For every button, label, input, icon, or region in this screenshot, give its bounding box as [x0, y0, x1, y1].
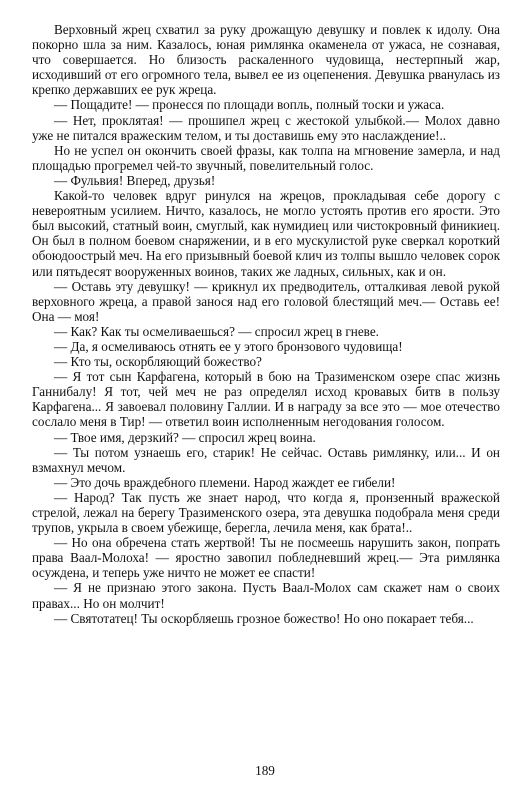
paragraph: — Я тот сын Карфагена, который в бою на Тразименском озере спас жизнь Ганнибалу! Я тот, чей меч не раз определял исход кровавых битв в пользу Карфагена... Я завоевал половину Галлии. И в награду за все это — мое отечество сослало меня в Тир! — ответил воин исполненным негодования голосом.	[32, 369, 500, 430]
paragraph: — Оставь эту девушку! — крикнул их предводитель, отталкивая левой рукой верховного жреца, а правой занося над его головой блестящий меч.— Оставь ее! Она — моя!	[32, 278, 500, 324]
paragraph: — Да, я осмеливаюсь отнять ее у этого бронзового чудовища!	[54, 338, 403, 354]
paragraph: — Я не признаю этого закона. Пусть Ваал-Молох сам скажет нам о своих правах... Но он молчит!	[32, 580, 500, 611]
paragraph: — Кто ты, оскорбляющий божество?	[54, 354, 262, 370]
paragraph: — Народ? Так пусть же знает народ, что когда я, пронзенный вражеской стрелой, лежал на берегу Тразименского озера, эта девушка подобрала меня среди трупов, укрыла в своем убежище, берегла, лечила меня, как брата!..	[32, 489, 500, 536]
paragraph: — Пощадите! — пронесся по площади вопль, полный тоски и ужаса.	[54, 97, 445, 113]
paragraph: Какой-то человек вдруг ринулся на жрецов, прокладывая себе дорогу с невероятным усилием. Ничто, казалось, не могло устоять против его ярости. Это был высокий, статный воин, смуглый, как нумидиец или чистокровный финикиец. Он был в полном боевом снаряжении, и в его мускулистой руке сверкал короткий обоюдоострый меч. На его призывный боевой клич из толпы вышло человек сорок или пятьдесят вооруженных воинов, таких же ладных, сильных, как и он.	[32, 188, 500, 279]
paragraph: — Это дочь враждебного племени. Народ жаждет ее гибели!	[54, 474, 396, 490]
paragraph: — Святотатец! Ты оскорбляешь грозное божество! Но оно покарает тебя...	[54, 610, 474, 626]
paragraph: — Твое имя, дерзкий? — спросил жрец воина.	[54, 429, 316, 445]
paragraph: — Нет, проклятая! — прошипел жрец с жестокой улыбкой.— Молох давно уже не питался вражеским телом, и ты доставишь ему это наслаждение!..	[32, 112, 500, 143]
page-text	[32, 22, 500, 626]
paragraph: Но не успел он окончить своей фразы, как толпа на мгновение замерла, и над площадью прогремел чей-то звучный, повелительный голос.	[32, 142, 500, 173]
paragraph: — Как? Как ты осмеливаешься? — спросил жрец в гневе.	[54, 323, 379, 339]
paragraph: Верховный жрец схватил за руку дрожащую девушку и повлек к идолу. Она покорно шла за ним. Казалось, юная римлянка окаменела от ужаса, не сознавая, что совершается. Но близость раскаленного чудовища, нестерпный жар, исходивший от его огромного тела, вывел ее из оцепенения. Девушка рванулась из крепко державших ее рук жреца.	[32, 22, 500, 98]
paragraph: — Ты потом узнаешь его, старик! Не сейчас. Оставь римлянку, или... И он взмахнул мечом.	[32, 444, 500, 475]
page-number: 189	[255, 763, 275, 778]
paragraph: — Но она обречена стать жертвой! Ты не посмеешь нарушить закон, попрать права Ваал-Молоха! — яростно завопил побледневший жрец.— Эта римлянка осуждена, и теперь уже ничто не может ее спасти!	[32, 535, 500, 581]
paragraph: — Фульвия! Вперед, друзья!	[54, 172, 216, 188]
